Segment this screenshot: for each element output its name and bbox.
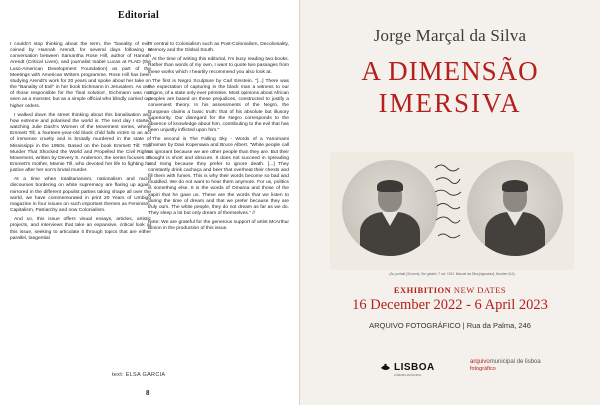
exhibition-line — [300, 285, 600, 295]
lisboa-emblem-icon — [380, 362, 391, 373]
paragraph: I couldn't stop thinking about the term, the "banality of evil" coined by Hannah Arendt, for several days following a conversation between Samantha Rose Hill, author of Hannah Arendt (Critical Lives), and journalist Isabel Lucas at FLAD (the Luso-American Development Foundation) as part of the Meetings with American Writers programme. Rose Hill has been studying Arendt's work for 20 years and spoke about her take on the "Banality of Evil" in her book Eichmann in Jerusalem. As one of those responsible for the 'final solution', Eichmann was not seen as a monster, but as a simple official who blindly carried out higher orders. — [10, 42, 151, 109]
paragraph: The first is Negro Sculpture by Carl Einstein. "[...] There was the expectation of capturing in the black man a witness to our origins, of a state only ever primitive. Most opinions about African peoples are based on these prejudices, constructed to justify a convenient theory. In his assessments of the Negro, the European claims a basic truth: that of his absolute but illusory superiority. Our disregard for the Negro corresponds to the absence of knowledge about him, contributing to the evil that has been unjustly inflicted upon him." — [148, 78, 289, 134]
stereo-photograph — [330, 152, 574, 270]
editorial-column-1 — [10, 42, 151, 245]
page-number: 8 — [146, 389, 150, 397]
lisboa-logo-text: LISBOA — [394, 362, 435, 373]
paragraph: or central to Colonialism such as Post-Colonialism, Decoloniality, Memory and the Global South. — [148, 42, 289, 54]
paragraph: And so, this issue offers visual essays, articles, artistic projects, and interviews that take an expansive, critical look at this issue, seeking to articulate it through topics that are either parallel, tangential — [10, 217, 151, 241]
exhibition-venue: ARQUIVO FOTOGRÁFICO | Rua da Palma, 246 — [369, 321, 531, 330]
arquivo-logo-part2: municipal de lisboa — [489, 359, 541, 365]
arquivo-logo-part3: fotográfico — [470, 366, 496, 372]
author-credit: text: ELSA GARCIA — [112, 372, 166, 378]
paragraph: I walked down the street thinking about this banalisation and how extreme and polarised the world is. The next day I started watching Julie Dash's Women of the Movement series, where Emmett Till, a fourteen-year-old black child falls victim to an act of immense cruelty and is brutally murdered in the state of Mississippi in the 1950s. Based on the book Emmett Till: The Murder That Shocked the World and Propelled the Civil Rights Movement, written by Devery S. Anderson, the series focuses on Emmett's mother, Mamie Till, who devoted her life to fighting for justice after her son's brutal murder. — [10, 112, 151, 174]
arquivo-municipal-logo — [470, 359, 541, 373]
lisboa-logo — [380, 362, 435, 377]
photo-caption: (Au portrait (34 anos). Sur gelatin. 7 oct. 1912. Manuel da Silva [signature]. Number 614) — [389, 272, 515, 276]
lisboa-logo-subtext: CÂMARA MUNICIPAL — [394, 373, 422, 377]
section-title: Editorial — [118, 10, 160, 21]
paragraph: The second is The Falling Sky - Words of a Yanomami Shaman by Davi Kopenawa and Bruce Albert. "White people call us ignorant because we are other people than they are. But their thought is short and obscure. It does not succeed in spreading and rising because they prefer to ignore death. [...] They constantly drink cachaça and beer that overheat their chests and fill them with fumes. This is why their words become so bad and muddled. We do not want to hear them anymore. For us, politics is something else. It is the words of Omama and those of the xapiri that he gave us. These are the words that we listen to during the time of dream and that we prefer because they are truly ours. The white people, they do not dream as far as we do. They sleep a lot but only dream of themselves." // — [148, 137, 289, 217]
arquivo-logo-part1: arquivo — [470, 359, 490, 365]
ad-artist-name: Jorge Marçal da Silva — [373, 26, 527, 45]
exhibition-label: EXHIBITION — [393, 285, 452, 295]
paragraph: At the time of writing this editorial, I'm busy reading two books. Rather than words of my own, I want to quote two passages from these works which I heartily recommend you also look at. — [148, 57, 289, 75]
handwritten-annotation — [432, 158, 466, 254]
ad-title-line-1: A DIMENSÃO — [361, 56, 539, 86]
ad-title-line-2: IMERSIVA — [378, 88, 522, 118]
portrait-right — [467, 160, 563, 256]
exhibition-dates: 16 December 2022 - 6 April 2023 — [352, 297, 548, 313]
note-paragraph: Note: We are grateful for the generous support of artist McArthur Binion in the production of this issue. — [148, 220, 289, 232]
new-dates-label: NEW DATES — [453, 285, 507, 295]
editorial-column-2 — [148, 42, 289, 236]
portrait-left — [342, 160, 438, 256]
paragraph: At a time when totalitarianism, nationalism and racist discourses bordering on white supremacy are flaring up again, mirrored in the different populist parties taking shape all over the world, we have commemorated in print 20 Years of Umbigo magazine in four issues on such important themes as Feminism, Capitalism, Patriarchy and now Colonialism. — [10, 177, 151, 214]
